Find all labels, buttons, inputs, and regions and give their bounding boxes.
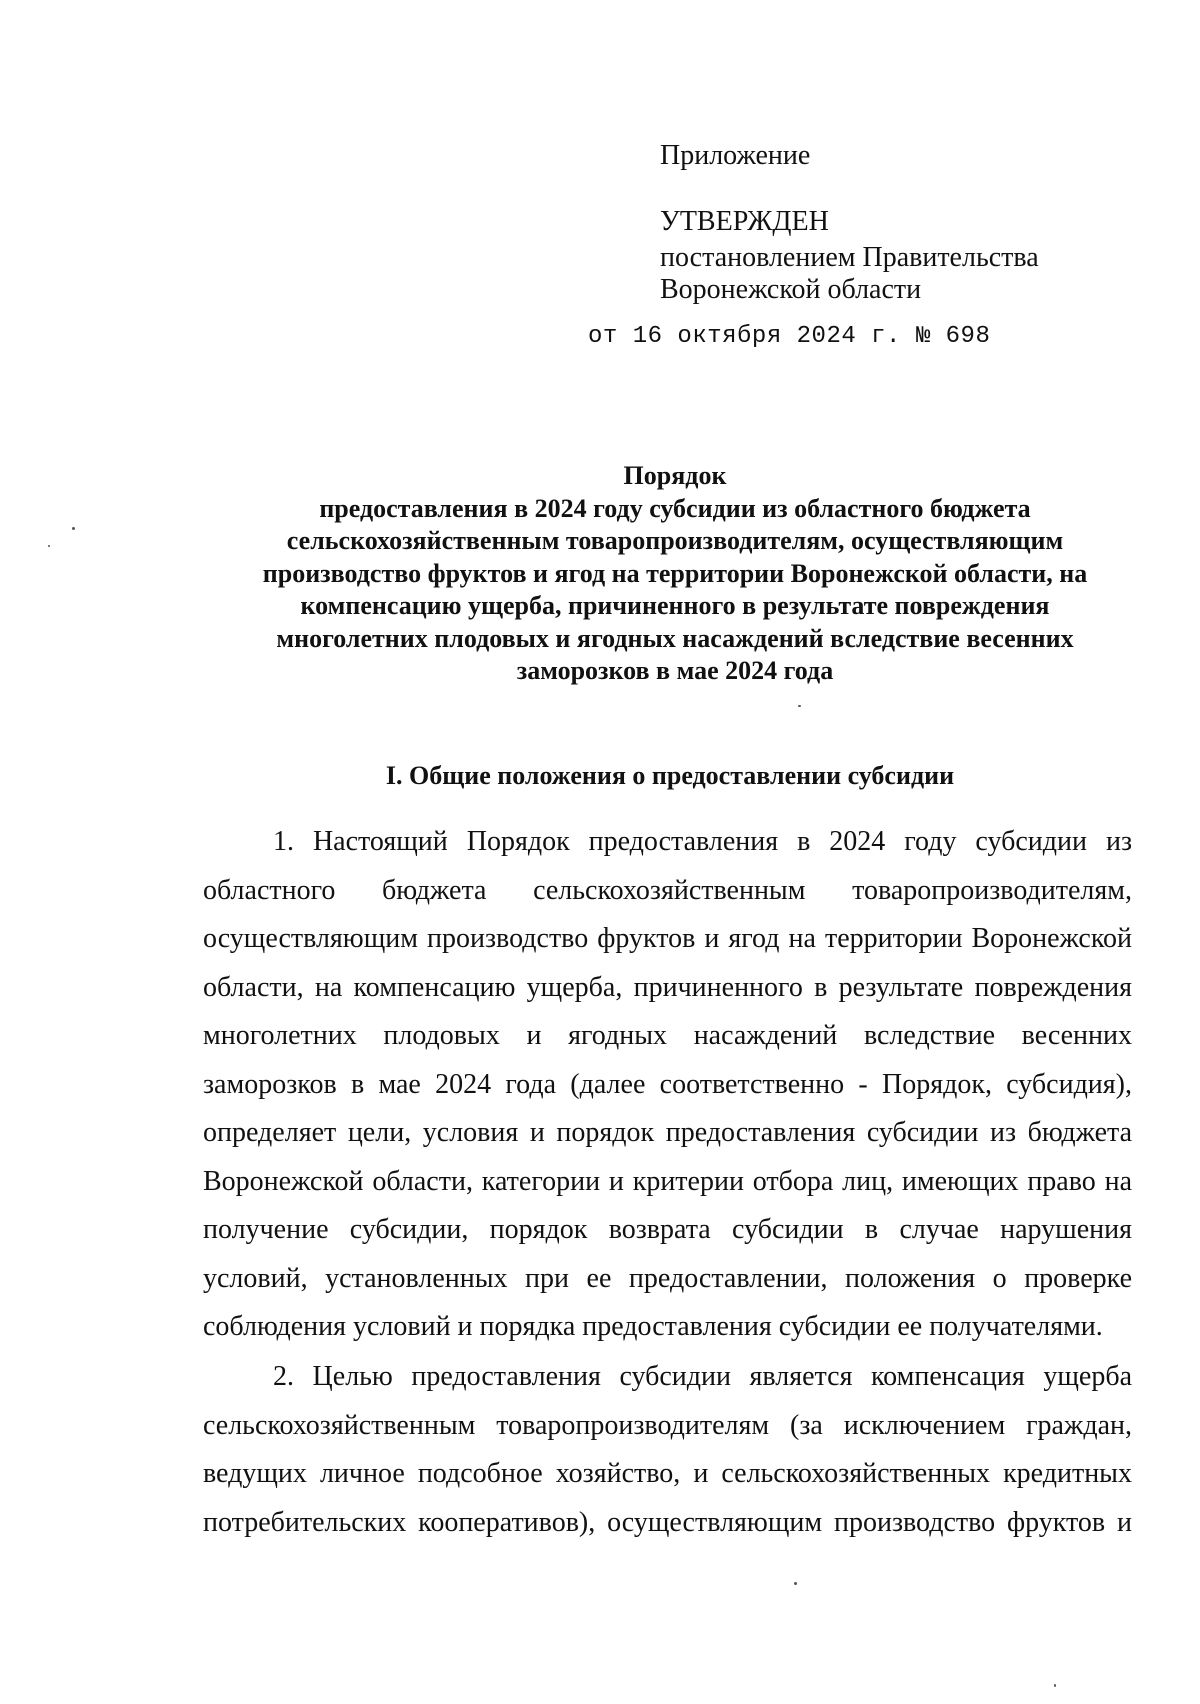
paragraph-line: ведущих личное подсобное хозяйство, и сельскохозяйственных кредитных [203,1458,1132,1489]
paragraph-line: получение субсидии, порядок возврата субсидии в случае нарушения [203,1214,1132,1245]
paragraph-line: области, на компенсацию ущерба, причиненного в результате повреждения [203,971,1132,1003]
paragraph-line: осуществляющим производство фруктов и ягод на территории Воронежской [203,923,1132,954]
scan-speck [48,545,50,547]
paragraph-line: областного бюджета сельскохозяйственным товаропроизводителям, [203,874,1132,906]
paragraph-line: потребительских кооперативов), осуществляющим производство фруктов и [203,1506,1132,1538]
paragraph-line: 1. Настоящий Порядок предоставления в 2024 году субсидии из [273,826,1132,857]
paragraph-line: 2. Целью предоставления субсидии является компенсация ущерба [273,1361,1132,1392]
title-line: компенсацию ущерба, причиненного в результате повреждения [300,591,1050,620]
approved-by-line-2: Воронежской области [660,274,922,305]
paragraph-1 [203,818,1132,1352]
title-line: заморозков в мае 2024 года [516,656,834,685]
scan-speck [1054,1684,1056,1687]
section-heading: I. Общие положения о предоставлении субсидии [385,761,955,790]
scan-speck [72,527,75,530]
decree-reference: от 16 октября 2024 г. № 698 [588,323,991,350]
paragraph-line: заморозков в мае 2024 года (далее соответственно - Порядок, субсидия), [203,1068,1132,1100]
title-line: производство фруктов и ягод на территории Воронежской области, на [262,558,1088,588]
title-line: сельскохозяйственным товаропроизводителям, осуществляющим [286,526,1064,555]
scan-speck [798,705,801,707]
title-line: Порядок [623,461,727,490]
approved-by-line-1: постановлением Правительства [660,242,1039,273]
paragraph-line: сельскохозяйственным товаропроизводителям (за исключением граждан, [203,1409,1132,1441]
paragraph-line: соблюдения условий и порядка предоставления субсидии ее получателями. [203,1311,1103,1342]
appendix-label: Приложение [660,140,811,171]
paragraph-line: многолетних плодовых и ягодных насаждений вследствие весенних [203,1020,1132,1051]
title-line: предоставления в 2024 году субсидии из областного бюджета [319,493,1031,523]
approved-label: УТВЕРЖДЕН [660,206,829,237]
paragraph-2 [203,1353,1132,1547]
title-line: многолетних плодовых и ягодных насаждений вследствие весенних [276,623,1074,653]
document-title [230,460,1120,688]
paragraph-line: Воронежской области, категории и критерии отбора лиц, имеющих право на [203,1165,1132,1197]
paragraph-line: условий, установленных при ее предоставлении, положения о проверке [203,1262,1132,1294]
paragraph-line: определяет цели, условия и порядок предоставления субсидии из бюджета [203,1117,1132,1148]
scan-speck [794,1582,797,1585]
